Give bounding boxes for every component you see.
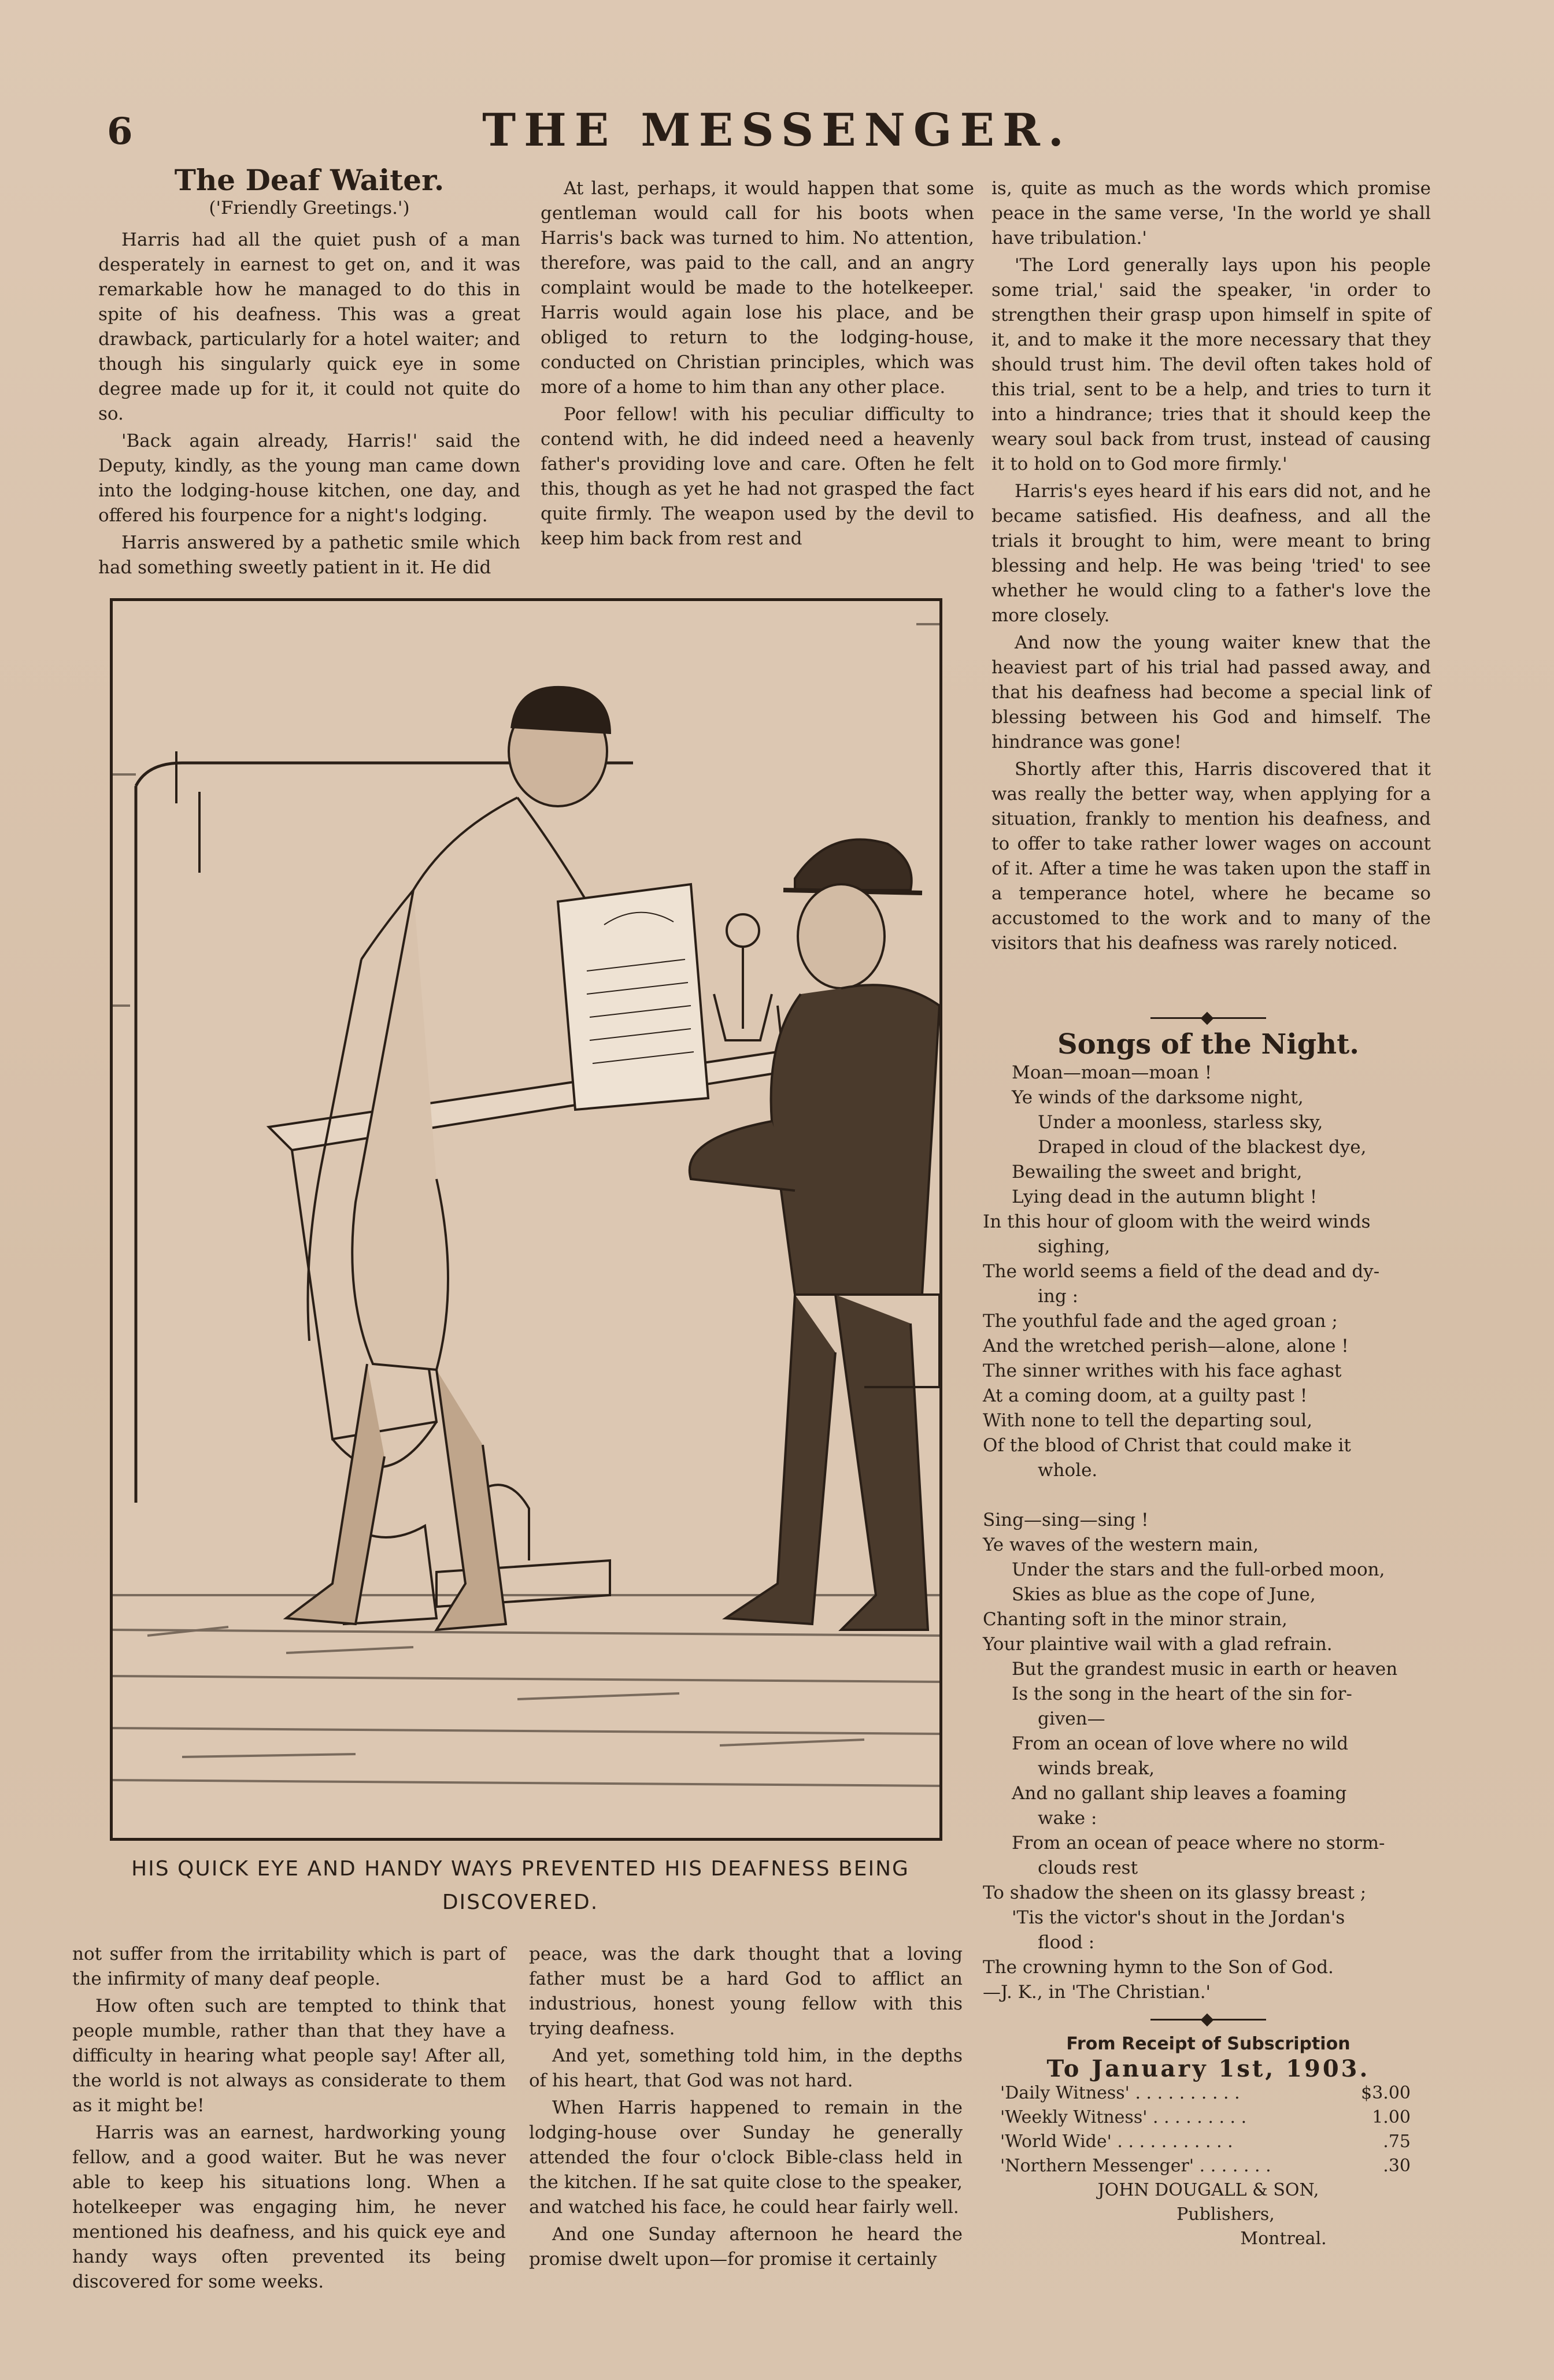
- paragraph: And now the young waiter knew that the heaviest part of his trial had passed away, and that his deafness had become a special link of blessing between his God and himself. The hindrance was gone!: [991, 632, 1431, 752]
- poem-line: The sinner writhes with his face aghast: [983, 1360, 1342, 1381]
- paragraph: 'The Lord generally lays upon his people some trial,' said the speaker, 'in order to strengthen their grasp upon himself in spite of it, and to make it the more necessary that they should trust him. The devil often takes hold of this trial, sent to be a help, and tries to turn it into a hindrance; tries that it should keep the weary soul back from trust, instead of causing it to hold on to God more firmly.': [991, 255, 1431, 474]
- paragraph: And yet, something told him, in the depths of his heart, that God was not hard.: [529, 2045, 963, 2091]
- waiter-figure: [286, 687, 633, 1630]
- poem-line: 'Tis the victor's shout in the Jordan's: [1012, 1907, 1345, 1928]
- poem-lines: [983, 1061, 1434, 2005]
- section-divider: [983, 1009, 1434, 1026]
- paragraph: Shortly after this, Harris discovered that it was really the better way, when applying for a situation, frankly to mention his deafness, and to offer to take rather lower wages on account of it. After a time he was taken upon the staff in a temperance hotel, where he became so accustomed to the work and to many of the visitors that his deafness was rarely noticed.: [991, 759, 1431, 954]
- poem-line: winds break,: [1038, 1758, 1155, 1779]
- poem-line: Lying dead in the autumn blight !: [1012, 1187, 1318, 1207]
- paragraph: peace, was the dark thought that a loving father must be a hard God to afflict an industrious, honest young fellow with this trying deafness.: [529, 1944, 963, 2039]
- paragraph: Poor fellow! with his peculiar difficulty to contend with, he did indeed need a heavenly father's providing love and care. Often he felt this, though as yet he had not grasped the fact quite firmly. The weapon used by the devil to keep him back from rest and: [541, 404, 974, 549]
- publisher-city: Montreal.: [1240, 2229, 1327, 2249]
- poem-line: From an ocean of peace where no storm-: [1012, 1833, 1385, 1853]
- poem-line: Skies as blue as the cope of June,: [1012, 1584, 1316, 1605]
- publisher-role: Publishers,: [1176, 2204, 1275, 2225]
- poem-line: And no gallant ship leaves a foaming: [1012, 1783, 1347, 1804]
- poem-line: Your plaintive wail with a glad refrain.: [983, 1634, 1333, 1655]
- article-title: The Deaf Waiter.: [174, 163, 445, 197]
- paragraph: Harris was an earnest, hardworking young fellow, and a good waiter. But he was never able to keep his situations long. When a hotelkeeper was engaging him, he never mentioned his deafness, and his quick eye and handy ways often prevented its being discovered for some weeks.: [72, 2122, 506, 2292]
- poem-line: Chanting soft in the minor strain,: [983, 1609, 1287, 1630]
- subscription-notice: [983, 2031, 1434, 2251]
- paragraph: Harris's eyes heard if his ears did not, and he became satisfied. His deafness, and all the trials it brought to him, were meant to bring blessing and help. He was being 'tried' to see whether he would cling to a father's love the more closely.: [991, 481, 1431, 626]
- poem-line: With none to tell the departing soul,: [983, 1410, 1313, 1431]
- price-row: [983, 2105, 1434, 2130]
- poem-line: —J. K., in 'The Christian.': [983, 1982, 1211, 2003]
- poem-line: Sing—sing—sing !: [983, 1510, 1149, 1530]
- waiter-engraving: [113, 601, 939, 1838]
- poem-line: Is the song in the heart of the sin for-: [1012, 1684, 1352, 1704]
- price-row: [983, 2154, 1434, 2178]
- masthead-title: THE MESSENGER.: [482, 104, 1072, 157]
- price-row: [983, 2081, 1434, 2105]
- poem-line: Ye waves of the western main,: [983, 1534, 1259, 1555]
- article-column-3: [991, 176, 1431, 958]
- paragraph: is, quite as much as the words which promise peace in the same verse, 'In the world ye shall have tribulation.': [991, 178, 1431, 249]
- poem-line: Draped in cloud of the blackest dye,: [1038, 1137, 1367, 1158]
- publication-name: 'Daily Witness' . . . . . . . . . .: [1000, 2083, 1240, 2103]
- publication-name: 'Northern Messenger' . . . . . . .: [1000, 2156, 1271, 2176]
- poem-line: Bewailing the sweet and bright,: [1012, 1162, 1303, 1182]
- poem-line: ing :: [1038, 1286, 1079, 1307]
- poem-line: Ye winds of the darksome night,: [1012, 1087, 1304, 1108]
- page-number: 6: [107, 110, 133, 153]
- subscription-heading: From Receipt of Subscription: [1066, 2034, 1350, 2054]
- paragraph: How often such are tempted to think that people mumble, rather than that they have a difficulty in hearing what people say! After all, the world is not always as considerate to them as it might be!: [72, 1996, 506, 2116]
- price-row: [983, 2130, 1434, 2154]
- publication-name: 'World Wide' . . . . . . . . . . .: [1000, 2131, 1233, 2152]
- publication-price: 1.00: [1372, 2107, 1411, 2127]
- poem-line: [983, 1483, 1434, 1508]
- engraving-illustration: [110, 598, 942, 1841]
- poem-title: Songs of the Night.: [1057, 1028, 1360, 1061]
- paragraph: At last, perhaps, it would happen that some gentleman would call for his boots when Harris's back was turned to him. No attention, therefore, was paid to the call, and an angry complaint would be made to the hotelkeeper. Harris would again lose his place, and be obliged to return to the lodging-house, conducted on Christian principles, which was more of a home to him than any other place.: [541, 178, 974, 398]
- paragraph: When Harris happened to remain in the lodging-house over Sunday he generally attended the four o'clock Bible-class held in the kitchen. If he sat quite close to the speaker, and watched his face, he could hear fairly well.: [529, 2097, 963, 2218]
- article-column-1-bottom: [72, 1942, 506, 2297]
- poem-line: In this hour of gloom with the weird winds: [983, 1211, 1371, 1232]
- section-divider-2: [983, 2011, 1434, 2028]
- poem-line: wake :: [1038, 1808, 1097, 1829]
- poem-line: At a coming doom, at a guilty past !: [983, 1385, 1308, 1406]
- paragraph: Harris answered by a pathetic smile which had something sweetly patient in it. He did: [98, 532, 520, 578]
- poem-line: whole.: [1038, 1460, 1098, 1481]
- price-list: [983, 2081, 1434, 2178]
- paragraph: Harris had all the quiet push of a man desperately in earnest to get on, and it was remarkable how he managed to do this in spite of his deafness. This was a great drawback, particularly for a hotel waiter; and though his singularly quick eye in some degree made up for it, it could not quite do so.: [98, 229, 520, 424]
- poem-line: Under a moonless, starless sky,: [1038, 1112, 1323, 1133]
- illustration-caption: HIS QUICK EYE AND HANDY WAYS PREVENTED HIS DEAFNESS BEING DISCOVERED.: [131, 1857, 909, 1914]
- article-column-1-top: [98, 163, 520, 583]
- publisher-name: JOHN DOUGALL & SON,: [1097, 2180, 1319, 2200]
- poem-line: given—: [1038, 1708, 1105, 1729]
- subscription-date: To January 1st, 1903.: [1046, 2055, 1370, 2082]
- publication-name: 'Weekly Witness' . . . . . . . . .: [1000, 2107, 1247, 2127]
- poem-line: From an ocean of love where no wild: [1012, 1733, 1349, 1754]
- poem-section: [983, 1006, 1434, 2251]
- poem-line: The crowning hymn to the Son of God.: [983, 1957, 1334, 1978]
- poem-line: To shadow the sheen on its glassy breast ;: [983, 1882, 1367, 1903]
- publication-price: $3.00: [1361, 2083, 1411, 2103]
- poem-line: Moan—moan—moan !: [1012, 1062, 1212, 1083]
- poem-line: clouds rest: [1038, 1858, 1138, 1878]
- menu-card: [558, 884, 708, 1110]
- poem-line: flood :: [1038, 1932, 1095, 1953]
- article-source: ('Friendly Greetings.'): [209, 198, 410, 218]
- paragraph: And one Sunday afternoon he heard the promise dwelt upon—for promise it certainly: [529, 2224, 963, 2270]
- poem-line: And the wretched perish—alone, alone !: [983, 1336, 1349, 1356]
- article-column-2-bottom: [529, 1942, 963, 2274]
- poem-line: The world seems a field of the dead and dy-: [983, 1261, 1380, 1282]
- poem-line: sighing,: [1038, 1236, 1111, 1257]
- publication-price: .75: [1383, 2131, 1411, 2152]
- poem-line: But the grandest music in earth or heaven: [1012, 1659, 1398, 1680]
- article-column-2-top: [541, 176, 974, 554]
- publication-price: .30: [1383, 2156, 1411, 2176]
- poem-line: Under the stars and the full-orbed moon,: [1012, 1559, 1385, 1580]
- poem-line: Of the blood of Christ that could make it: [983, 1435, 1351, 1456]
- paragraph: not suffer from the irritability which is part of the infirmity of many deaf people.: [72, 1944, 506, 1989]
- poem-line: The youthful fade and the aged groan ;: [983, 1311, 1338, 1332]
- customer-figure: [690, 840, 939, 1630]
- paragraph: 'Back again already, Harris!' said the Deputy, kindly, as the young man came down into the lodging-house kitchen, one day, and offered his fourpence for a night's lodging.: [98, 431, 520, 526]
